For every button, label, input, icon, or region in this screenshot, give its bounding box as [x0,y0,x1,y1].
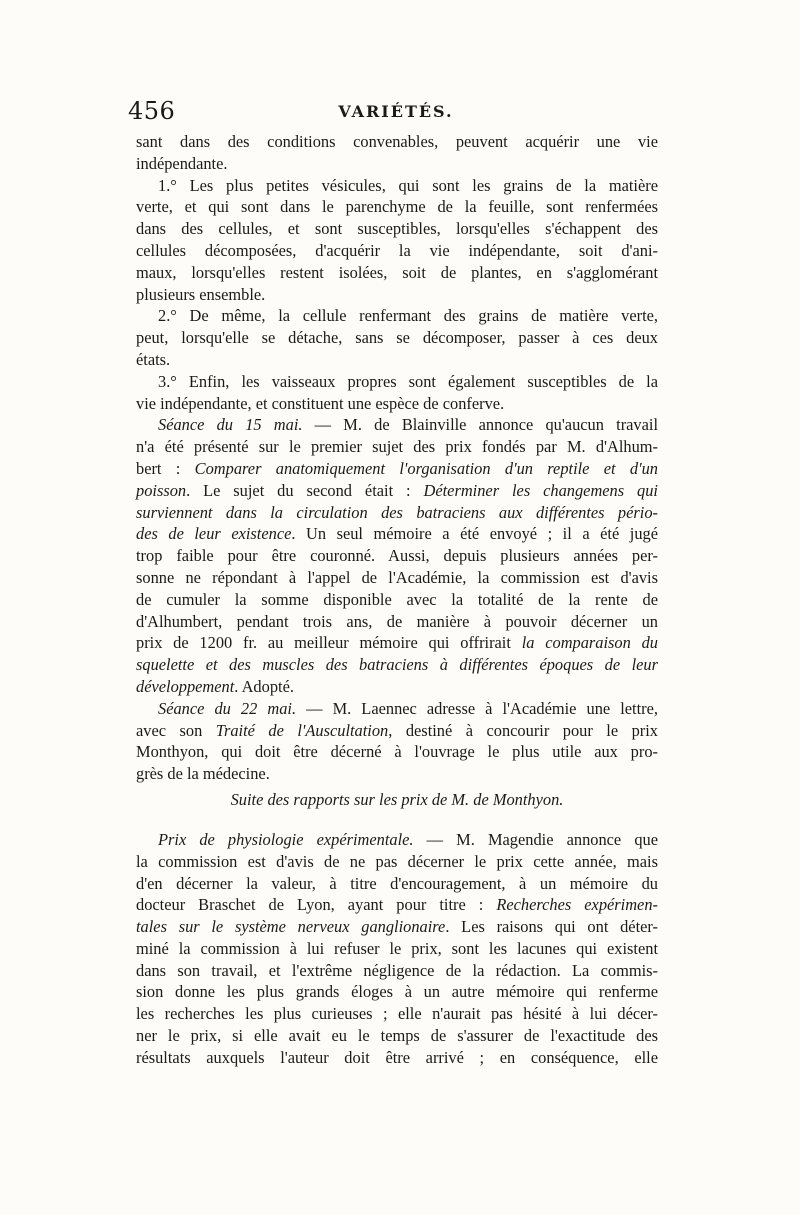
text-line: sion donne les plus grands éloges à un autre mémoire qui renferme [136,982,658,1002]
page-header [128,96,664,126]
text-line: surviennent dans la circulation des batraciens aux différentes pério- [136,502,658,522]
text-line: des de leur existence. Un seul mémoire a été envoyé ; il a été jugé [136,524,658,544]
running-head: VARIÉTÉS. [338,102,454,121]
text-line: la commission est d'avis de ne pas décerner le prix cette année, mais [136,851,658,871]
body-text [136,131,658,1069]
text-line: trop faible pour être couronné. Aussi, depuis plusieurs années per- [136,546,658,566]
text-line: bert : Comparer anatomiquement l'organisation d'un reptile et d'un [136,458,659,478]
text-line: développement. Adopté. [136,676,294,696]
text-line: 1.° Les plus petites vésicules, qui sont les grains de la matière [158,175,658,195]
text-line: vie indépendante, et constituent une espèce de conferve. [136,393,505,413]
text-line: indépendante. [136,153,228,173]
text-line: avec son Traité de l'Auscultation, destiné à concourir pour le prix [136,720,658,740]
text-line: Prix de physiologie expérimentale. — M. Magendie annonce que [158,829,658,849]
text-line: dans son travail, et l'extrême négligence de la rédaction. La commis- [136,960,658,980]
text-line: de cumuler la somme disponible avec la totalité de la rente de [136,589,658,609]
text-line: tales sur le système nerveux ganglionaire. Les raisons qui ont déter- [136,917,658,937]
section-heading: Suite des rapports sur les prix de M. de Monthyon. [230,789,564,809]
text-line: n'a été présenté sur le premier sujet des prix fondés par M. d'Alhum- [136,437,658,457]
text-line: sonne ne répondant à l'appel de l'Académie, la commission est d'avis [136,567,658,587]
text-line: d'Alhumbert, pendant trois ans, de manière à pouvoir décerner un [136,611,658,631]
text-line: les recherches les plus curieuses ; elle n'aurait pas hésité à lui décer- [136,1004,658,1024]
page-number: 456 [128,97,176,125]
text-line: résultats auxquels l'auteur doit être arrivé ; en conséquence, elle [136,1047,658,1067]
text-line: sant dans des conditions convenables, peuvent acquérir une vie [136,132,658,151]
text-line: verte, et qui sont dans le parenchyme de la feuille, sont renfermées [136,197,658,217]
text-line: ner le prix, si elle avait eu le temps de s'assurer de l'exactitude des [136,1026,658,1046]
text-line: 2.° De même, la cellule renfermant des grains de matière verte, [158,306,658,326]
text-line: états. [136,349,171,369]
text-line: miné la commission à lui refuser le prix, sont les lacunes qui existent [136,938,658,958]
text-line: poisson. Le sujet du second était : Déterminer les changemens qui [136,480,658,500]
text-line: docteur Braschet de Lyon, ayant pour titre : Recherches expérimen- [136,895,658,915]
text-line: dans des cellules, et sont susceptibles, lorsqu'elles s'échappent des [136,219,658,239]
text-line: peut, lorsqu'elle se détache, sans se décomposer, passer à ces deux [136,328,658,348]
text-line: plusieurs ensemble. [136,284,266,304]
section-gap [136,815,658,829]
text-line: Séance du 22 mai. — M. Laennec adresse à l'Académie une lettre, [158,698,658,718]
text-line: 3.° Enfin, les vaisseaux propres sont également susceptibles de la [158,371,658,391]
text-line: squelette et des muscles des batraciens à différentes époques de leur [136,655,658,675]
text-line: Monthyon, qui doit être décerné à l'ouvrage le plus utile aux pro- [136,742,658,762]
text-line: Séance du 15 mai. — M. de Blainville annonce qu'aucun travail [158,415,659,435]
text-line: maux, lorsqu'elles restent isolées, soit de plantes, en s'agglomérant [136,262,658,282]
text-line: d'en décerner la valeur, à titre d'encouragement, à un mémoire du [136,873,658,893]
text-line: prix de 1200 fr. au meilleur mémoire qui offrirait la comparaison du [136,633,658,653]
text-line: cellules décomposées, d'acquérir la vie indépendante, soit d'ani- [136,240,658,260]
text-line: grès de la médecine. [136,764,270,784]
